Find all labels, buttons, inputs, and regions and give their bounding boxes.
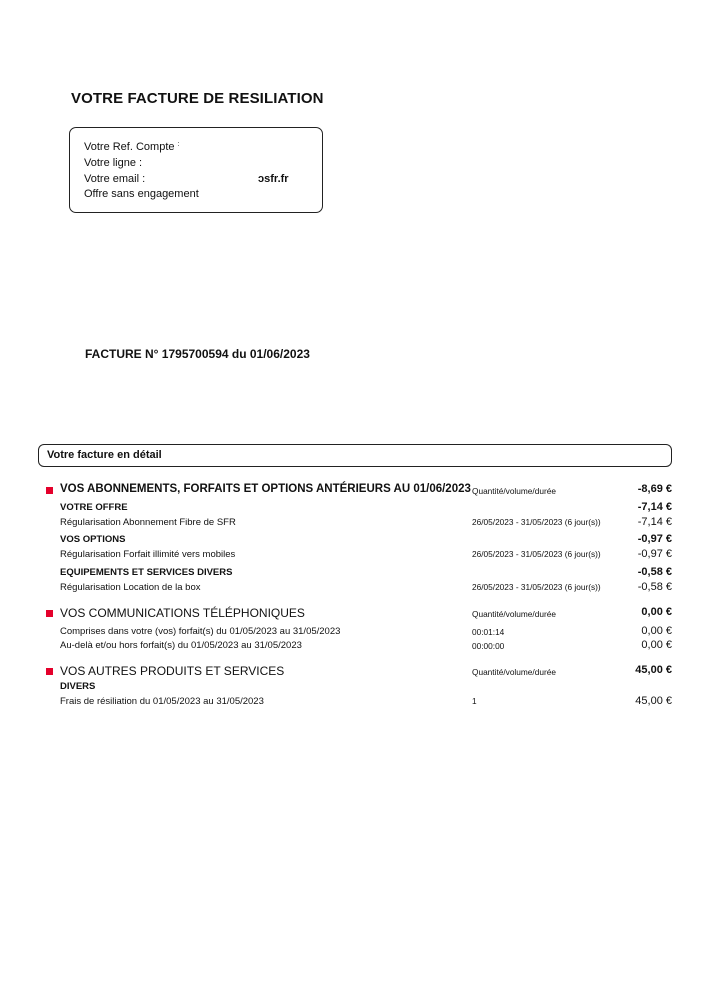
group-title: VOS OPTIONS — [60, 534, 126, 545]
line-period: 26/05/2023 - 31/05/2023 (6 jour(s)) — [472, 582, 601, 592]
invoice-number: FACTURE N° 1795700594 du 01/06/2023 — [85, 347, 310, 361]
section-total: 0,00 € — [641, 606, 672, 618]
account-email-domain: ↄsfr.fr — [258, 173, 289, 185]
line-amount: 0,00 € — [641, 625, 672, 637]
line-period: 1 — [472, 696, 477, 706]
line-amount: -0,58 € — [637, 581, 672, 593]
line-amount: 0,00 € — [641, 639, 672, 651]
account-ref-separator: : — [177, 141, 180, 148]
section-title-other-services: VOS AUTRES PRODUITS ET SERVICES — [60, 664, 285, 678]
account-line-label: Votre ligne : — [84, 157, 143, 169]
account-ref-label: Votre Ref. Compte — [84, 141, 175, 153]
section-title-subscriptions: VOS ABONNEMENTS, FORFAITS ET OPTIONS ANTÉRIEURS AU 01/06/2023 — [60, 483, 471, 495]
group-title: EQUIPEMENTS ET SERVICES DIVERS — [60, 567, 233, 578]
qty-header: Quantité/volume/durée — [472, 486, 556, 496]
section-bullet-icon — [46, 487, 53, 494]
qty-header: Quantité/volume/durée — [472, 667, 556, 677]
line-amount: -0,97 € — [637, 548, 672, 560]
line-label: Comprises dans votre (vos) forfait(s) du 01/05/2023 au 31/05/2023 — [60, 626, 341, 637]
section-bullet-icon — [46, 668, 53, 675]
line-label: Régularisation Abonnement Fibre de SFR — [60, 517, 236, 528]
detail-header: Votre facture en détail — [47, 449, 162, 461]
account-info-box — [69, 127, 323, 213]
line-period: 26/05/2023 - 31/05/2023 (6 jour(s)) — [472, 517, 601, 527]
account-ref — [84, 141, 180, 153]
line-period: 00:00:00 — [472, 641, 505, 651]
line-label: Régularisation Forfait illimité vers mobiles — [60, 549, 236, 560]
group-total: -0,97 € — [637, 533, 672, 545]
qty-header: Quantité/volume/durée — [472, 609, 556, 619]
line-label: Frais de résiliation du 01/05/2023 au 31/05/2023 — [60, 696, 264, 707]
line-label: Au-delà et/ou hors forfait(s) du 01/05/2023 au 31/05/2023 — [60, 640, 302, 651]
section-bullet-icon — [46, 610, 53, 617]
line-period: 26/05/2023 - 31/05/2023 (6 jour(s)) — [472, 549, 601, 559]
section-title-communications: VOS COMMUNICATIONS TÉLÉPHONIQUES — [60, 606, 305, 620]
line-amount: -7,14 € — [637, 516, 672, 528]
detail-header-bar — [38, 444, 672, 467]
account-offer: Offre sans engagement — [84, 188, 199, 200]
account-email-label: Votre email : — [84, 173, 146, 185]
group-title: VOTRE OFFRE — [60, 502, 128, 513]
line-amount: 45,00 € — [635, 695, 672, 707]
section-total: 45,00 € — [635, 664, 672, 676]
group-total: -7,14 € — [637, 501, 672, 513]
section-total: -8,69 € — [637, 483, 672, 495]
group-total: -0,58 € — [637, 566, 672, 578]
line-label: Régularisation Location de la box — [60, 582, 201, 593]
group-title: DIVERS — [60, 681, 96, 692]
page-title: VOTRE FACTURE DE RESILIATION — [71, 90, 324, 107]
line-period: 00:01:14 — [472, 627, 505, 637]
